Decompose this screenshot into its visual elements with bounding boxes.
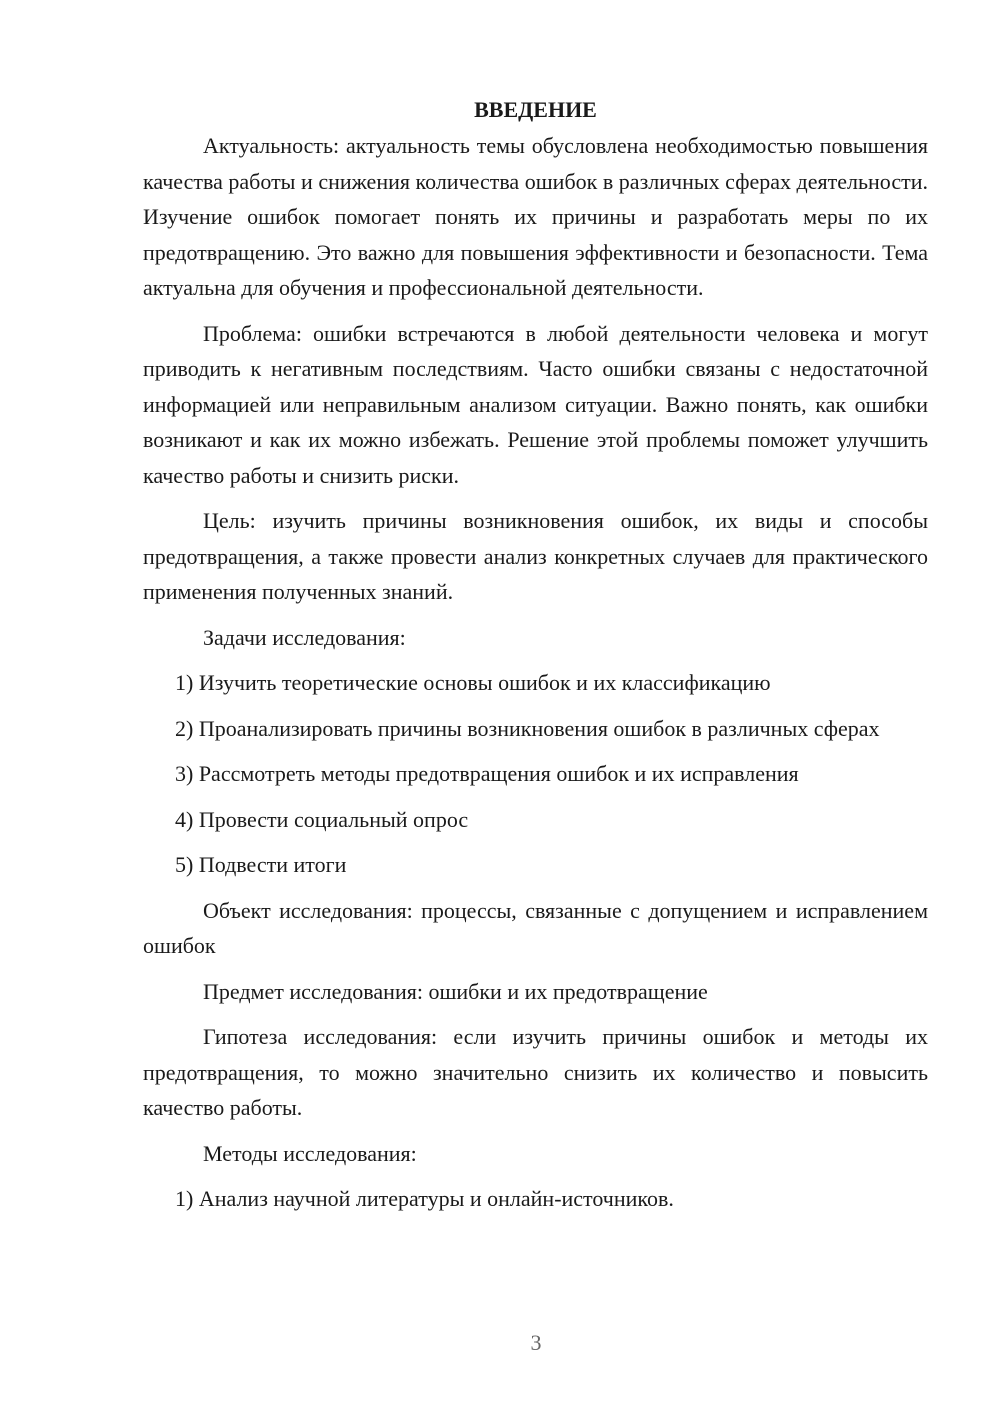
task-item: 4) Провести социальный опрос bbox=[175, 806, 469, 832]
paragraph-subject: Предмет исследования: ошибки и их предотвращение bbox=[203, 978, 708, 1004]
page-title: ВВЕДЕНИЕ bbox=[474, 97, 597, 122]
paragraph-goal: Цель: изучить причины возникновения ошибок, их виды и способы предотвращения, а также провести анализ конкретных случаев для практического применения полученных знаний. bbox=[143, 508, 928, 604]
paragraph-object: Объект исследования: процессы, связанные с допущением и исправлением ошибок bbox=[143, 897, 928, 958]
paragraph-methods-heading: Методы исследования: bbox=[203, 1140, 417, 1166]
paragraph-relevance: Актуальность: актуальность темы обусловлена необходимостью повышения качества работы и снижения количества ошибок в различных сферах деятельности. Изучение ошибок помогает понять их причины и разработать меры по их предотвращению. Это важно для повышения эффективности и безопасности. Тема актуальна для обучения и профессиональной деятельности. bbox=[143, 133, 928, 300]
task-item: 5) Подвести итоги bbox=[175, 852, 347, 877]
task-item: 1) Изучить теоретические основы ошибок и их классификацию bbox=[175, 670, 771, 695]
paragraph-tasks-heading: Задачи исследования: bbox=[203, 624, 406, 650]
method-item: 1) Анализ научной литературы и онлайн-источников. bbox=[175, 1186, 674, 1211]
page-number: 3 bbox=[530, 1330, 542, 1355]
paragraph-hypothesis: Гипотеза исследования: если изучить причины ошибок и методы их предотвращения, то можно значительно снизить их количество и повысить качество работы. bbox=[143, 1024, 928, 1120]
document-page bbox=[143, 92, 928, 1227]
task-item: 3) Рассмотреть методы предотвращения ошибок и их исправления bbox=[175, 761, 799, 786]
task-item: 2) Проанализировать причины возникновения ошибок в различных сферах bbox=[175, 715, 880, 741]
paragraph-problem: Проблема: ошибки встречаются в любой деятельности человека и могут приводить к негативным последствиям. Часто ошибки связаны с недостаточной информацией или неправильным анализом ситуации. Важно понять, как ошибки возникают и как их можно избежать. Решение этой проблемы поможет улучшить качество работы и снизить риски. bbox=[143, 320, 928, 488]
